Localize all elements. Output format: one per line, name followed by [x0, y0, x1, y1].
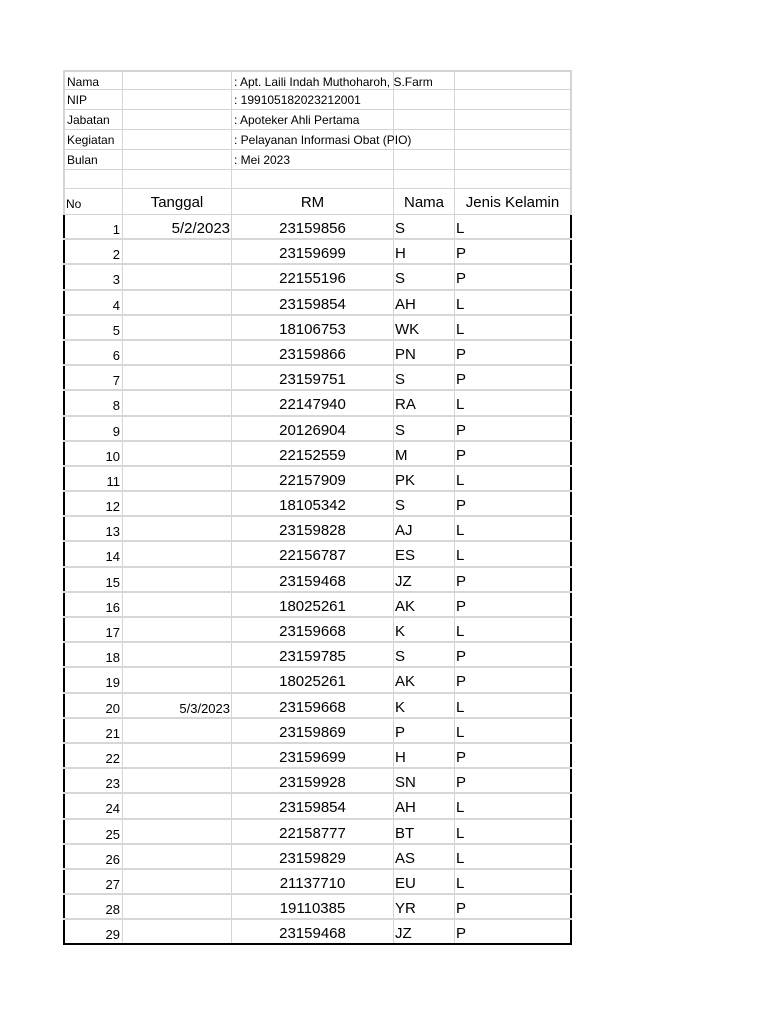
- row-tanggal: [123, 643, 232, 666]
- row-nama: S: [394, 366, 455, 389]
- column-header-jenis-kelamin: Jenis Kelamin: [455, 189, 572, 214]
- row-nama: YR: [394, 895, 455, 918]
- empty-cell: [455, 170, 572, 188]
- row-nama: S: [394, 492, 455, 515]
- row-nama: AK: [394, 593, 455, 616]
- row-number: 24: [63, 794, 123, 817]
- empty-cell: [232, 170, 394, 188]
- row-number: 16: [63, 593, 123, 616]
- spreadsheet: [63, 70, 572, 945]
- row-jenis-kelamin: P: [455, 492, 572, 515]
- row-jenis-kelamin: P: [455, 568, 572, 591]
- row-number: 2: [63, 240, 123, 263]
- info-block: [63, 70, 572, 189]
- empty-cell: [63, 170, 123, 188]
- row-number: 27: [63, 870, 123, 893]
- row-jenis-kelamin: P: [455, 920, 572, 943]
- row-number: 6: [63, 341, 123, 364]
- info-row-nama: [63, 70, 572, 90]
- table-row: [63, 744, 572, 769]
- row-jenis-kelamin: L: [455, 719, 572, 742]
- row-tanggal: [123, 769, 232, 792]
- row-rm: 23159668: [232, 618, 394, 641]
- row-rm: 20126904: [232, 417, 394, 440]
- row-tanggal: [123, 719, 232, 742]
- table-row: [63, 442, 572, 467]
- info-value: : Pelayanan Informasi Obat (PIO): [232, 130, 394, 149]
- table-row: [63, 694, 572, 719]
- row-rm: 18025261: [232, 668, 394, 691]
- row-jenis-kelamin: L: [455, 316, 572, 339]
- row-nama: H: [394, 744, 455, 767]
- column-header-tanggal: Tanggal: [123, 189, 232, 214]
- info-row-bulan: [63, 150, 572, 170]
- row-number: 4: [63, 291, 123, 314]
- row-jenis-kelamin: L: [455, 870, 572, 893]
- table-row: [63, 719, 572, 744]
- row-rm: 23159699: [232, 240, 394, 263]
- row-number: 17: [63, 618, 123, 641]
- table-row: [63, 492, 572, 517]
- table-row: [63, 291, 572, 316]
- table-row: [63, 820, 572, 845]
- row-rm: 23159828: [232, 517, 394, 540]
- row-number: 25: [63, 820, 123, 843]
- table-row: [63, 417, 572, 442]
- table-row: [63, 618, 572, 643]
- row-jenis-kelamin: L: [455, 820, 572, 843]
- empty-cell: [123, 130, 232, 149]
- spacer-row: [63, 170, 572, 189]
- row-jenis-kelamin: P: [455, 240, 572, 263]
- row-number: 1: [63, 215, 123, 238]
- row-number: 13: [63, 517, 123, 540]
- info-value: : Apoteker Ahli Pertama: [232, 110, 394, 129]
- row-number: 29: [63, 920, 123, 943]
- empty-cell: [123, 72, 232, 89]
- info-row-kegiatan: [63, 130, 572, 150]
- table-row: [63, 668, 572, 693]
- info-label: NIP: [63, 90, 123, 109]
- row-tanggal: [123, 920, 232, 943]
- row-jenis-kelamin: L: [455, 467, 572, 490]
- table-row: [63, 920, 572, 945]
- empty-cell: [123, 110, 232, 129]
- row-tanggal: [123, 341, 232, 364]
- row-nama: S: [394, 417, 455, 440]
- row-jenis-kelamin: L: [455, 291, 572, 314]
- row-rm: 22158777: [232, 820, 394, 843]
- row-rm: 23159854: [232, 291, 394, 314]
- row-tanggal: [123, 794, 232, 817]
- row-nama: SN: [394, 769, 455, 792]
- row-jenis-kelamin: L: [455, 618, 572, 641]
- row-number: 8: [63, 391, 123, 414]
- row-rm: 18105342: [232, 492, 394, 515]
- row-nama: AJ: [394, 517, 455, 540]
- row-rm: 23159829: [232, 845, 394, 868]
- info-row-nip: [63, 90, 572, 110]
- table-row: [63, 316, 572, 341]
- row-tanggal: [123, 291, 232, 314]
- row-nama: AK: [394, 668, 455, 691]
- info-row-jabatan: [63, 110, 572, 130]
- row-rm: 23159468: [232, 568, 394, 591]
- table-row: [63, 517, 572, 542]
- table-row: [63, 895, 572, 920]
- row-jenis-kelamin: L: [455, 694, 572, 717]
- row-number: 11: [63, 467, 123, 490]
- table-row: [63, 366, 572, 391]
- row-number: 14: [63, 542, 123, 565]
- row-tanggal: [123, 593, 232, 616]
- row-nama: K: [394, 694, 455, 717]
- row-jenis-kelamin: P: [455, 643, 572, 666]
- table-row: [63, 265, 572, 290]
- row-nama: BT: [394, 820, 455, 843]
- info-label: Bulan: [63, 150, 123, 169]
- row-nama: PN: [394, 341, 455, 364]
- row-jenis-kelamin: L: [455, 542, 572, 565]
- row-number: 10: [63, 442, 123, 465]
- row-tanggal: [123, 845, 232, 868]
- row-number: 20: [63, 694, 123, 717]
- row-number: 28: [63, 895, 123, 918]
- row-rm: 23159785: [232, 643, 394, 666]
- row-nama: S: [394, 643, 455, 666]
- row-rm: 23159854: [232, 794, 394, 817]
- table-row: [63, 769, 572, 794]
- row-nama: PK: [394, 467, 455, 490]
- row-number: 3: [63, 265, 123, 288]
- table-row: [63, 794, 572, 819]
- row-jenis-kelamin: P: [455, 265, 572, 288]
- info-value: : Apt. Laili Indah Muthoharoh, S.Farm: [232, 72, 394, 89]
- table-row: [63, 845, 572, 870]
- table-row: [63, 643, 572, 668]
- row-nama: ES: [394, 542, 455, 565]
- column-header-nama: Nama: [394, 189, 455, 214]
- info-label: Kegiatan: [63, 130, 123, 149]
- row-jenis-kelamin: L: [455, 215, 572, 238]
- empty-cell: [394, 90, 455, 109]
- row-tanggal: [123, 442, 232, 465]
- row-tanggal: [123, 542, 232, 565]
- row-rm: 22157909: [232, 467, 394, 490]
- row-tanggal: [123, 870, 232, 893]
- row-tanggal: [123, 668, 232, 691]
- table-row: [63, 870, 572, 895]
- row-rm: 18025261: [232, 593, 394, 616]
- row-nama: M: [394, 442, 455, 465]
- info-label: Jabatan: [63, 110, 123, 129]
- row-tanggal: [123, 366, 232, 389]
- row-nama: K: [394, 618, 455, 641]
- table-row: [63, 341, 572, 366]
- table-body: [63, 215, 572, 945]
- column-header-no: No: [63, 189, 123, 214]
- row-tanggal: [123, 265, 232, 288]
- row-tanggal: [123, 417, 232, 440]
- row-nama: RA: [394, 391, 455, 414]
- row-rm: 19110385: [232, 895, 394, 918]
- row-nama: JZ: [394, 920, 455, 943]
- row-rm: 22155196: [232, 265, 394, 288]
- row-number: 26: [63, 845, 123, 868]
- row-tanggal: [123, 316, 232, 339]
- row-rm: 23159668: [232, 694, 394, 717]
- row-nama: S: [394, 265, 455, 288]
- row-tanggal: [123, 568, 232, 591]
- row-jenis-kelamin: L: [455, 517, 572, 540]
- table-row: [63, 240, 572, 265]
- row-jenis-kelamin: P: [455, 769, 572, 792]
- table-row: [63, 568, 572, 593]
- row-rm: 23159866: [232, 341, 394, 364]
- empty-cell: [394, 110, 455, 129]
- table-row: [63, 593, 572, 618]
- row-jenis-kelamin: L: [455, 845, 572, 868]
- column-header-rm: RM: [232, 189, 394, 214]
- row-nama: JZ: [394, 568, 455, 591]
- row-jenis-kelamin: P: [455, 593, 572, 616]
- row-nama: H: [394, 240, 455, 263]
- row-nama: AH: [394, 794, 455, 817]
- row-number: 12: [63, 492, 123, 515]
- row-rm: 21137710: [232, 870, 394, 893]
- empty-cell: [394, 150, 455, 169]
- row-tanggal: [123, 517, 232, 540]
- row-nama: WK: [394, 316, 455, 339]
- row-rm: 23159856: [232, 215, 394, 238]
- empty-cell: [455, 90, 572, 109]
- row-tanggal: [123, 618, 232, 641]
- row-tanggal: 5/2/2023: [123, 215, 232, 238]
- row-tanggal: [123, 240, 232, 263]
- empty-cell: [455, 72, 572, 89]
- table-row: [63, 542, 572, 567]
- row-rm: 22156787: [232, 542, 394, 565]
- row-number: 19: [63, 668, 123, 691]
- info-label: Nama: [63, 72, 123, 89]
- row-rm: 18106753: [232, 316, 394, 339]
- row-rm: 23159751: [232, 366, 394, 389]
- info-value: : Mei 2023: [232, 150, 394, 169]
- row-rm: 23159468: [232, 920, 394, 943]
- empty-cell: [394, 170, 455, 188]
- row-jenis-kelamin: L: [455, 794, 572, 817]
- row-number: 7: [63, 366, 123, 389]
- table-row: [63, 215, 572, 240]
- row-nama: AH: [394, 291, 455, 314]
- row-nama: AS: [394, 845, 455, 868]
- row-rm: 23159699: [232, 744, 394, 767]
- row-jenis-kelamin: P: [455, 744, 572, 767]
- row-number: 15: [63, 568, 123, 591]
- info-value: : 199105182023212001: [232, 90, 394, 109]
- row-rm: 23159928: [232, 769, 394, 792]
- empty-cell: [455, 110, 572, 129]
- row-tanggal: 5/3/2023: [123, 694, 232, 717]
- empty-cell: [123, 150, 232, 169]
- row-tanggal: [123, 391, 232, 414]
- row-nama: P: [394, 719, 455, 742]
- row-rm: 22147940: [232, 391, 394, 414]
- row-rm: 22152559: [232, 442, 394, 465]
- row-jenis-kelamin: P: [455, 417, 572, 440]
- row-number: 23: [63, 769, 123, 792]
- row-jenis-kelamin: L: [455, 391, 572, 414]
- row-number: 5: [63, 316, 123, 339]
- row-rm: 23159869: [232, 719, 394, 742]
- row-number: 9: [63, 417, 123, 440]
- row-number: 22: [63, 744, 123, 767]
- row-number: 21: [63, 719, 123, 742]
- row-jenis-kelamin: P: [455, 366, 572, 389]
- row-jenis-kelamin: P: [455, 341, 572, 364]
- row-tanggal: [123, 492, 232, 515]
- empty-cell: [123, 90, 232, 109]
- empty-cell: [455, 130, 572, 149]
- row-jenis-kelamin: P: [455, 895, 572, 918]
- row-jenis-kelamin: P: [455, 668, 572, 691]
- column-header-row: [63, 189, 572, 215]
- row-tanggal: [123, 467, 232, 490]
- row-number: 18: [63, 643, 123, 666]
- row-tanggal: [123, 744, 232, 767]
- row-jenis-kelamin: P: [455, 442, 572, 465]
- row-nama: S: [394, 215, 455, 238]
- empty-cell: [455, 150, 572, 169]
- table-row: [63, 391, 572, 416]
- table-row: [63, 467, 572, 492]
- row-nama: EU: [394, 870, 455, 893]
- row-tanggal: [123, 820, 232, 843]
- row-tanggal: [123, 895, 232, 918]
- empty-cell: [123, 170, 232, 188]
